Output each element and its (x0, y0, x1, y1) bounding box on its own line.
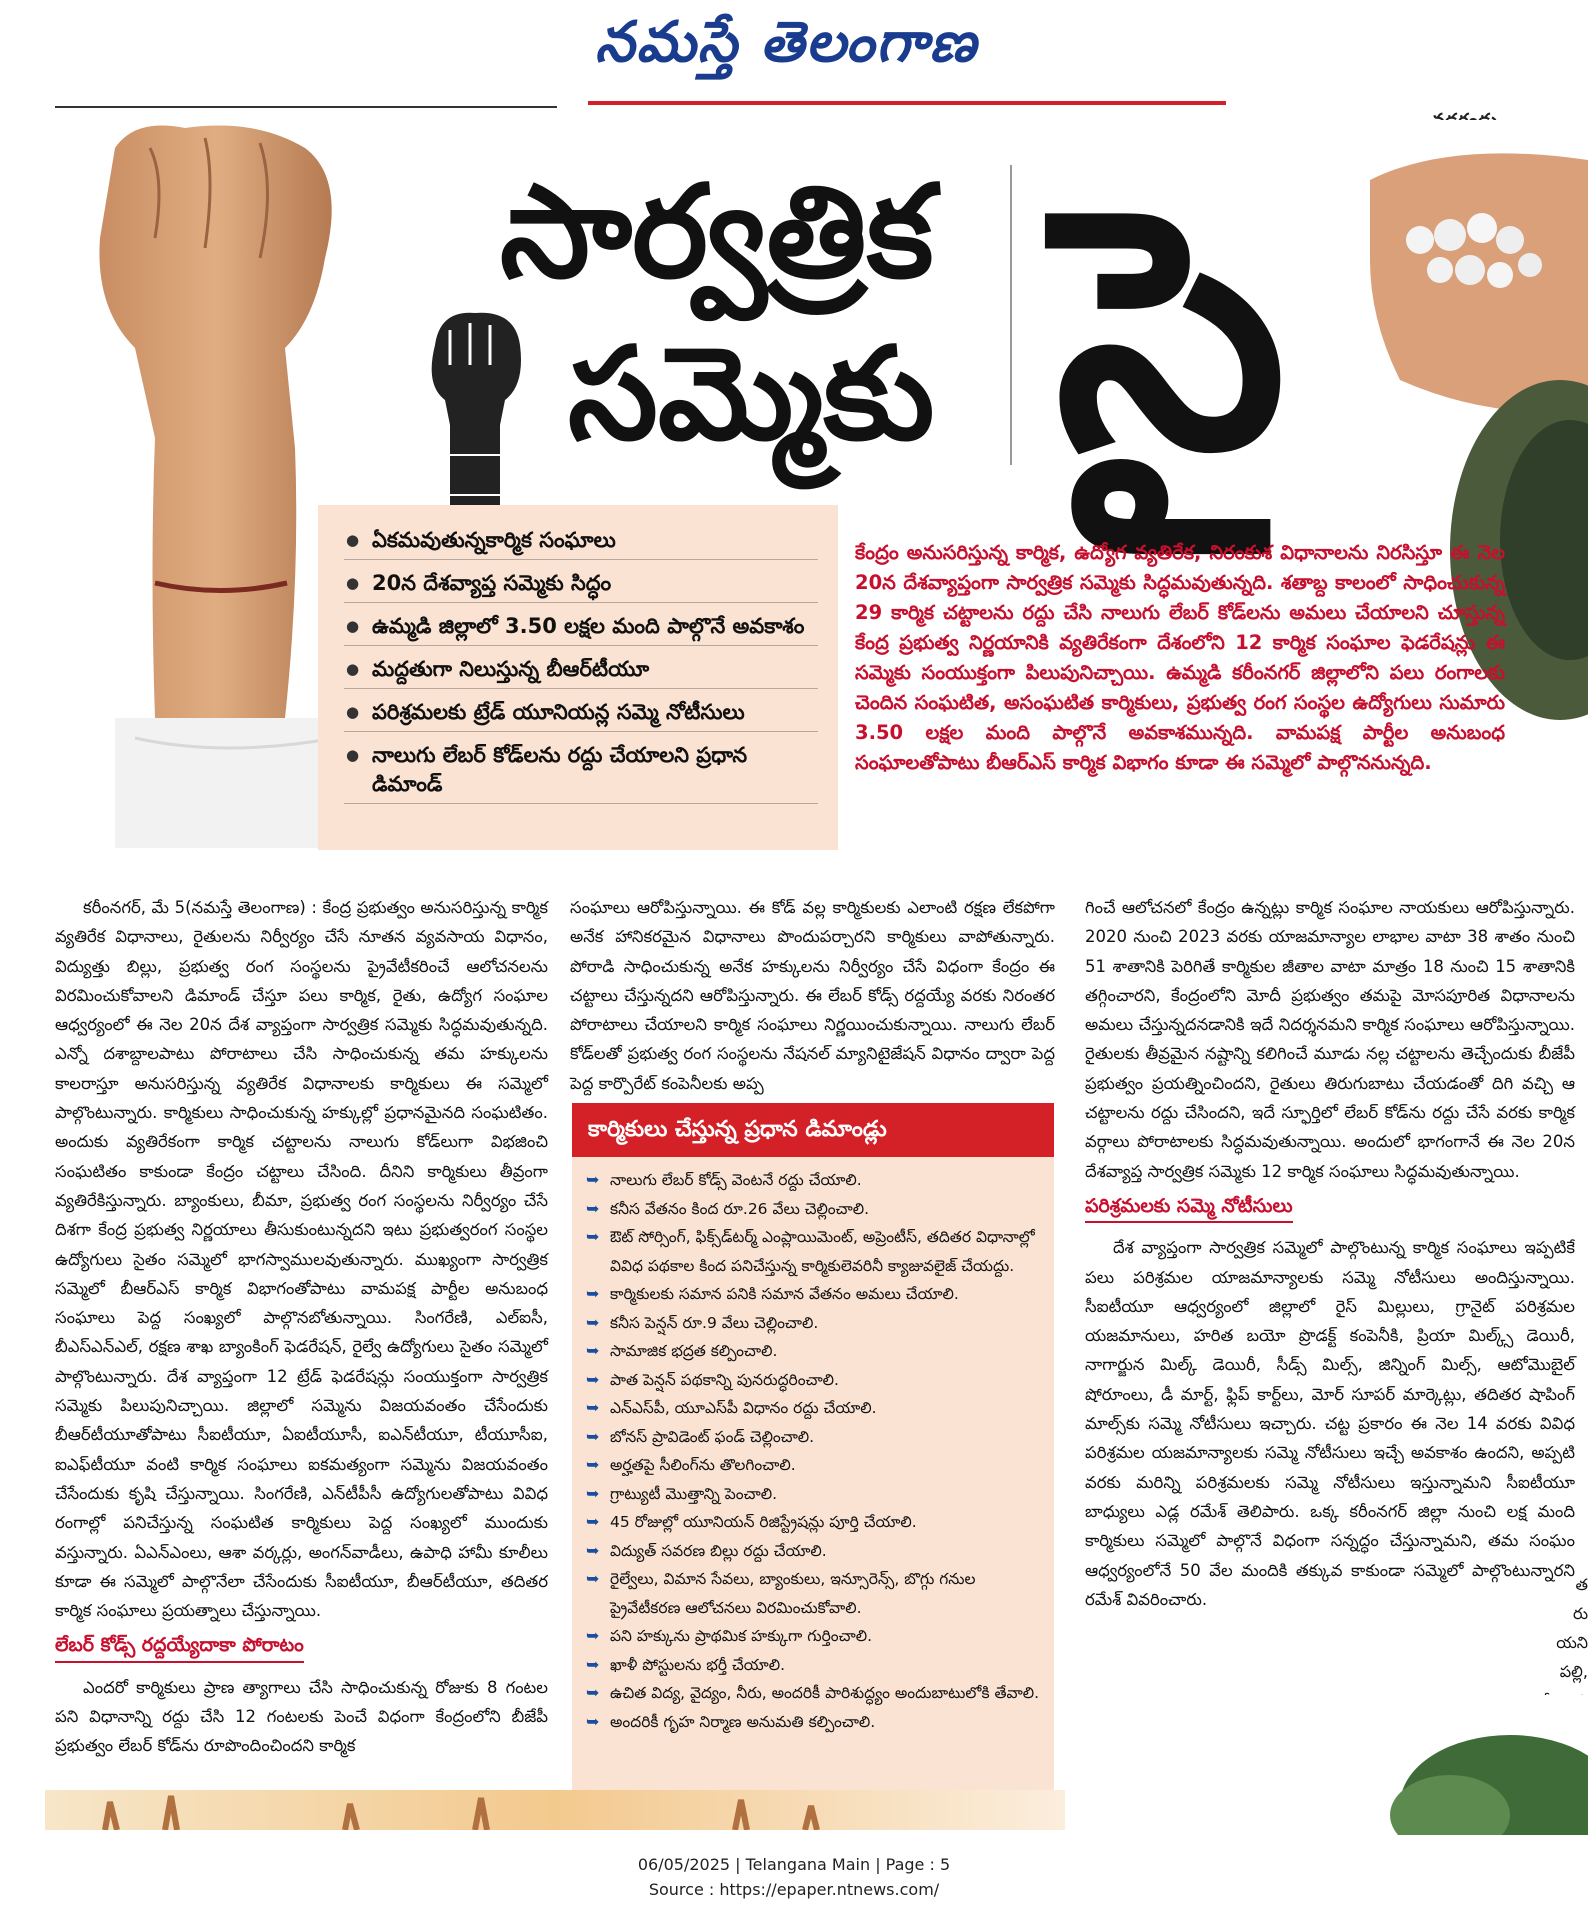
fragment-line: పల్లి, (1559, 1662, 1588, 1681)
headline-line-2: సమ్మెకు (568, 320, 935, 469)
demand-item: ➥ 45 రోజుల్లో యూనియన్ రిజిస్ట్రేషన్లు పూర్తి చేయాలి. (586, 1508, 1048, 1537)
top-divider (55, 106, 557, 108)
article-paragraph: గించే ఆలోచనలో కేంద్రం ఉన్నట్లు కార్మిక సంఘాల నాయకులు ఆరోపిస్తున్నారు. 2020 నుంచి 2023 వరకు యాజమాన్యాల లాభాల వాటా 38 శాతం నుంచి 51 శాతానికి పెరిగితే కార్మికుల జీతాల వాటా మాత్రం 18 నుంచి 15 శాతానికి తగ్గించారని, కేంద్రంలోని మోదీ ప్రభుత్వం తమపై మోసపూరిత విధానాలను అమలు చేస్తున్నదనడానికి ఇదే నిదర్శనమని కార్మిక సంఘాలు ఆరోపిస్తున్నాయి. రైతులకు తీవ్రమైన నష్టాన్ని కలిగించే మూడు నల్ల చట్టాలను తెచ్చేందుకు బీజేపీ ప్రభుత్వం ప్రయత్నించిందని, రైతులు తిరుగుబాటు చేయడంతో దిగి వచ్చి ఆ చట్టాలను రద్దు చేసిందని, ఇదే స్ఫూర్తిలో లేబర్ కోడ్‌ను రద్దు చేసే వరకు కార్మిక వర్గాలు పోరాటాలకు సిద్ధమవుతున్నాయి. అందులో భాగంగానే ఈ నెల 20న దేశవ్యాప్త సార్వత్రిక సమ్మెకు 12 కార్మిక సంఘాలు సిద్ధమవుతున్నాయి. (1085, 898, 1575, 1181)
newspaper-masthead: నమస్తే తెలంగాణ (595, 10, 978, 75)
highlight-item: ● 20న దేశవ్యాప్త సమ్మెకు సిద్ధం (344, 566, 818, 603)
article-column-2 (570, 893, 1055, 1098)
fragment-line: యని (1556, 1633, 1588, 1652)
article-paragraph: సంఘాలు ఆరోపిస్తున్నాయి. ఈ కోడ్ వల్ల కార్మికులకు ఎలాంటి రక్షణ లేకపోగా అనేక హానికరమైన విధానాలు పొందుపర్చారని కార్మికులు వాపోతున్నారు. పోరాడి సాధించుకున్న అనేక హక్కులను నిర్వీర్యం చేసే విధంగా కేంద్రం ఈ చట్టాలు చేస్తున్నదని ఆరోపిస్తున్నారు. ఈ లేబర్ కోడ్స్ రద్దయ్యే వరకు నిరంతర పోరాటాలు చేయాలని కార్మిక సంఘాలు నిర్ణయించుకున్నాయి. నాలుగు లేబర్ కోడ్‌లతో ప్రభుత్వ రంగ సంస్థలను నేషనల్ మ్యానిటైజేషన్ విధానం ద్వారా పెద్ద పెద్ద కార్పొరేట్ కంపెనీలకు అప్ప (570, 898, 1055, 1093)
demand-item: ➥ బోనస్ ప్రావిడెంట్ ఫండ్ చెల్లించాలి. (586, 1423, 1048, 1452)
intro-paragraph: కేంద్రం అనుసరిస్తున్న కార్మిక, ఉద్యోగ వ్యతిరేక, నిరంకుశ విధానాలను నిరసిస్తూ ఈ నెల 20న దేశవ్యాప్తంగా సార్వత్రిక సమ్మెకు సిద్ధమవుతున్నది. శతాబ్ద కాలంలో సాధించుకున్న 29 కార్మిక చట్టాలను రద్దు చేసి నాలుగు లేబర్ కోడ్‌లను అమలు చేయాలని చూస్తున్న కేంద్ర ప్రభుత్వ నిర్ణయానికి వ్యతిరేకంగా దేశంలోని 12 కార్మిక సంఘాల ఫెడరేషన్లు ఈ సమ్మెకు సంయుక్తంగా పిలుపునిచ్చాయి. ఉమ్మడి కరీంనగర్ జిల్లాలోని పలు రంగాలకు చెందిన సంఘటిత, అసంఘటిత కార్మికులు, ప్రభుత్వ రంగ సంస్థల ఉద్యోగులు సుమారు 3.50 లక్షల మంది పాల్గొనే అవకాశమున్నది. వామపక్ష పార్టీల అనుబంధ సంఘాలతోపాటు బీఆర్‌ఎస్ కార్మిక విభాగం కూడా ఈ సమ్మెలో పాల్గొననున్నది. (855, 541, 1505, 774)
headline-sai: సై (1055, 138, 1287, 522)
article-paragraph: కరీంనగర్, మే 5(నమస్తే తెలంగాణ) : కేంద్ర ప్రభుత్వం అనుసరిస్తున్న కార్మిక వ్యతిరేక విధానాలు, రైతులను నిర్వీర్యం చేసే నూతన వ్యవసాయ విధానం, విద్యుత్తు బిల్లు, ప్రభుత్వ రంగ సంస్థలను ప్రైవేటీకరించే ఆలోచనలను విరమించుకోవాలని డిమాండ్ చేస్తూ పలు కార్మిక, రైతు, ఉద్యోగ సంఘాల ఆధ్వర్యంలో ఈ నెల 20న దేశ వ్యాప్తంగా సార్వత్రిక సమ్మెకు సిద్ధమవుతున్నది. ఎన్నో దశాబ్దాలపాటు పోరాటాలు చేసి సాధించుకున్న తమ హక్కులను కాలరాస్తూ అనుసరిస్తున్న వ్యతిరేక విధానాలకు కార్మికులు ఈ సమ్మెలో పాల్గొంటున్నారు. కార్మికులు సాధించుకున్న హక్కుల్లో ప్రధానమైనది సంఘటితం. అందుకు వ్యతిరేకంగా కార్మిక చట్టాలను నాలుగు కోడ్‌లుగా విభజించి సంఘటితం కాకుండా కేంద్రం చట్టాలు చేసింది. దీనిని కార్మికులు తీవ్రంగా వ్యతిరేకిస్తున్నారు. బ్యాంకులు, బీమా, ప్రభుత్వ రంగ సంస్థలను నిర్వీర్యం చేసే దిశగా కేంద్ర ప్రభుత్వ నిర్ణయాలు తీసుకుంటున్నదని ఇటు ప్రభుత్వరంగ సంస్థల ఉద్యోగులు సైతం సమ్మెలో భాగస్వాములవుతున్నారు. ముఖ్యంగా సార్వత్రిక సమ్మెలో బీఆర్ఎస్ కార్మిక విభాగంతోపాటు వామపక్ష పార్టీల అనుబంధ సంఘాలు పెద్ద సంఖ్యలో పాల్గొనబోతున్నాయి. సింగరేణి, ఎల్ఐసీ, బీఎస్ఎన్ఎల్, రక్షణ శాఖ బ్యాంకింగ్ ఫెడరేషన్, రైల్వే ఉద్యోగులు సైతం సమ్మెలో పాల్గొంటున్నారు. దేశ వ్యాప్తంగా 12 ట్రేడ్ ఫెడరేషన్లు సంయుక్తంగా సార్వత్రిక సమ్మెకు పిలుపునిచ్చాయి. జిల్లాలో సమ్మెను విజయవంతం చేసేందుకు బీఆర్‌టీయూతోపాటు సీఐటీయూ, ఏఐటీయూసీ, ఐఎన్‌టీయూ, టీయూసీఐ, ఐఎఫ్‌టీయూ వంటి కార్మిక సంఘాలు ఐకమత్యంగా సమ్మెను విజయవంతం చేసేందుకు కృషి చేస్తున్నాయి. సింగరేణి, ఎన్‌టీపీసీ ఉద్యోగులతోపాటు వివిధ రంగాల్లో పనిచేస్తున్న సంఘటిత కార్మికులు పెద్ద సంఖ్యలో ముందుకు వస్తున్నారు. ఏఎన్ఎంలు, ఆశా వర్కర్లు, అంగన్‌వాడీలు, ఉపాధి హామీ కూలీలు కూడా ఈ సమ్మెలో పాల్గొనేలా చేసేందుకు సీఐటీయూ, బీఆర్‌టీయూ, తదితర కార్మిక సంఘాలు ప్రయత్నాలు చేస్తున్నాయి. (55, 898, 548, 1621)
demand-item: ➥ పాత పెన్షన్ పథకాన్ని పునరుద్ధరించాలి. (586, 1366, 1048, 1395)
article-paragraph: దేశ వ్యాప్తంగా సార్వత్రిక సమ్మెలో పాల్గొంటున్న కార్మిక సంఘాలు ఇప్పటికే పలు పరిశ్రమల యాజమాన్యాలకు సమ్మె నోటీసులు అందిస్తున్నాయి. సీఐటీయూ ఆధ్వర్యంలో జిల్లాలో రైస్ మిల్లులు, గ్రానైట్ పరిశ్రమల యజమానులు, హరిత బయో ప్రొడక్ట్ కంపెనీకి, ప్రియా మిల్క్స్ డెయిరీ, నాగార్జున మిల్క్ డెయిరీ, సీడ్స్ మిల్స్, జిన్నింగ్ మిల్స్, ఆటోమొబైల్ షోరూంలు, డీ మార్ట్, ఫ్లిప్ కార్ట్‌లు, మోర్ సూపర్ మార్కెట్లు, తదితర షాపింగ్ మాల్స్‌కు సమ్మె నోటీసులు ఇచ్చారు. చట్ట ప్రకారం ఈ నెల 14 వరకు వివిధ పరిశ్రమల యజమాన్యాలకు సమ్మె నోటీసులు ఇచ్చే అవకాశం ఉందని, అప్పటి వరకు మరిన్ని పరిశ్రమలకు సమ్మె నోటీసులు ఇస్తున్నామని సీఐటీయూ బాధ్యులు ఎడ్ల రమేశ్ తెలిపారు. ఒక్క కరీంనగర్ జిల్లా నుంచి లక్ష మంది కార్మికులు సమ్మెలో పాల్గొనే విధంగా సన్నద్ధం చేస్తున్నామని, తమ సంఘం ఆధ్వర్యంలోనే 50 వేల మందికి తక్కువ కాకుండా సమ్మెలో పాల్గొంటున్నారని రమేశ్ వివరించారు. (1085, 1238, 1575, 1609)
masthead-rule (588, 101, 1226, 105)
highlight-item: ● పరిశ్రమలకు ట్రేడ్ యూనియన్ల సమ్మె నోటీసులు (344, 695, 818, 732)
demand-item: ➥ పని హక్కును ప్రాథమిక హక్కుగా గుర్తించాలి. (586, 1622, 1048, 1651)
highlight-item: ● ఏకమవుతున్నకార్మిక సంఘాలు (344, 523, 818, 560)
demands-box (572, 1103, 1054, 1810)
subheading: పరిశ్రమలకు సమ్మె నోటీసులు (1085, 1192, 1293, 1223)
demand-item: ➥ కార్మికులకు సమాన పనికి సమాన వేతనం అమలు చేయాలి. (586, 1280, 1048, 1309)
highlight-item: ● మద్దతుగా నిలుస్తున్న బీఆర్‌టీయూ (344, 652, 818, 689)
demand-item: ➥ ఉచిత విద్య, వైద్యం, నీరు, అందరికీ పారిశుద్ధ్యం అందుబాటులోకి తేవాలి. (586, 1679, 1048, 1708)
demand-item: ➥ విద్యుత్ సవరణ బిల్లు రద్దు చేయాలి. (586, 1537, 1048, 1566)
demand-item: ➥ సామాజిక భద్రత కల్పించాలి. (586, 1337, 1048, 1366)
demand-item: ➥ అర్హతపై సీలింగ్‌ను తొలగించాలి. (586, 1451, 1048, 1480)
highlight-item: ● ఉమ్మడి జిల్లాలో 3.50 లక్షల మంది పాల్గొనే అవకాశం (344, 609, 818, 646)
demands-list (586, 1166, 1048, 1736)
page-footer-source: Source : https://epaper.ntnews.com/ (648, 1880, 940, 1899)
fragment-line: రు (1572, 1604, 1588, 1623)
demand-item: ➥ రైల్వేలు, విమాన సేవలు, బ్యాంకులు, ఇన్సూరెన్స్, బొగ్గు గనుల ప్రైవేటీకరణ ఆలోచనలు విరమించుకోవాలి. (586, 1565, 1048, 1622)
highlight-item: ● నాలుగు లేబర్ కోడ్‌లను రద్దు చేయాలని ప్రధాన డిమాండ్ (344, 738, 818, 804)
demand-item: ➥ ఖాళీ పోస్టులను భర్తీ చేయాలి. (586, 1651, 1048, 1680)
highlights-box (318, 505, 838, 850)
demand-item: ➥ కనీస వేతనం కింద రూ.26 వేలు చెల్లించాలి. (586, 1195, 1048, 1224)
article-column-3 (1085, 893, 1575, 1614)
raised-hands-strip (45, 1790, 1065, 1830)
demand-item: ➥ నాలుగు లేబర్ కోడ్స్ వెంటనే రద్దు చేయాలి. (586, 1166, 1048, 1195)
article-column-1 (55, 893, 548, 1761)
tree-photo (1390, 1695, 1588, 1835)
headline-line-1: సార్వత్రిక (500, 158, 934, 307)
raised-fist-photo (55, 118, 345, 848)
page-footer-date: 06/05/2025 | Telangana Main | Page : 5 (637, 1855, 951, 1874)
demand-item: ➥ ఎన్‌ఎస్‌పీ, యూఎస్‌పీ విధానం రద్దు చేయాలి. (586, 1394, 1048, 1423)
fragment-line: త (1575, 1575, 1588, 1594)
demands-title: కార్మికులు చేస్తున్న ప్రధాన డిమాండ్లు (572, 1103, 1054, 1157)
demand-item: ➥ గ్రాట్యుటీ మొత్తాన్ని పెంచాలి. (586, 1480, 1048, 1509)
clipped-adjacent-text (1534, 1570, 1588, 1715)
demand-item: ➥ అందరికీ గృహ నిర్మాణ అనుమతి కల్పించాలి. (586, 1708, 1048, 1737)
subheading: లేబర్ కోడ్స్ రద్దయ్యేదాకా పోరాటం (55, 1631, 304, 1662)
demand-item: ➥ ఔట్ సోర్సింగ్, ఫిక్స్‌డ్‌టర్మ్ ఎంప్లాయిమెంట్, అప్రెంటీస్, తదితర విధానాల్లో వివిధ పథకాల కింద పనిచేస్తున్న కార్మికులెవరినీ క్యాజువలైజ్ చేయద్దు. (586, 1223, 1048, 1280)
demand-item: ➥ కనీస పెన్షన్ రూ.9 వేలు చెల్లించాలి. (586, 1309, 1048, 1338)
article-paragraph: ఎందరో కార్మికులు ప్రాణ త్యాగాలు చేసి సాధించుకున్న రోజుకు 8 గంటల పని విధానాన్ని రద్దు చేసి 12 గంటలకు పెంచే విధంగా కేంద్రంలోని బీజేపీ ప్రభుత్వం లేబర్ కోడ్‌ను రూపొందించిందని కార్మిక (55, 1677, 548, 1756)
headline-divider (1010, 165, 1012, 465)
